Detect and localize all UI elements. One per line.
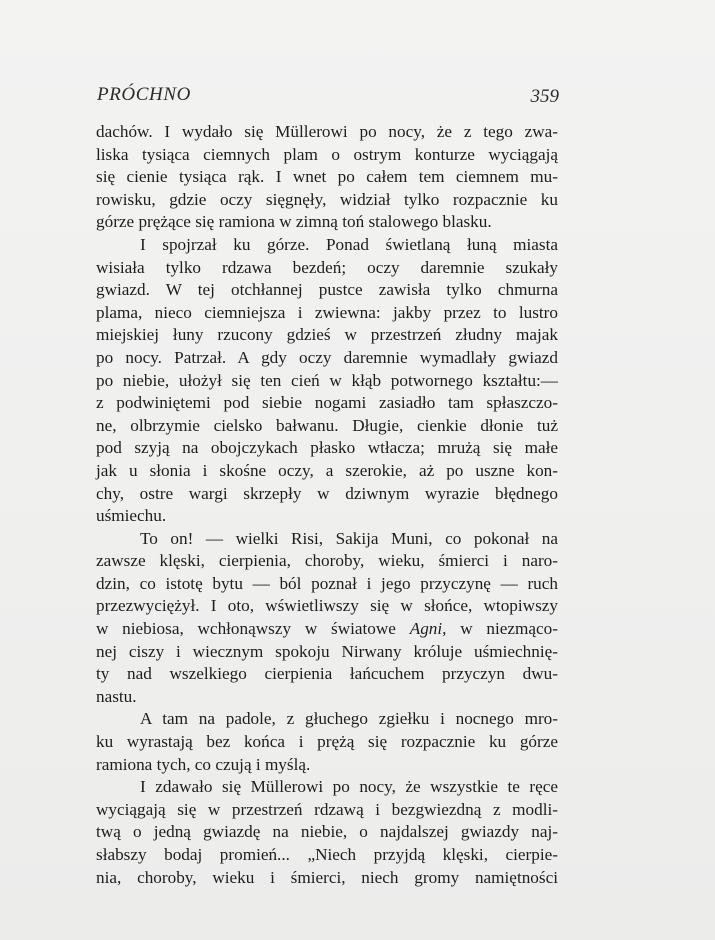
body-text xyxy=(96,121,558,889)
text-line: gwiazd. W tej otchłannej pustce zawisła tylko chmurna xyxy=(96,280,558,300)
paragraph xyxy=(96,234,558,528)
text-line: pod szyją na obojczykach płasko wtłacza; mrużą się małe xyxy=(96,438,558,458)
text-line: wyciągają się w przestrzeń rdzawą i bezgwiezdną z modli- xyxy=(96,799,558,819)
italic-term-agni: Agni, xyxy=(409,619,447,639)
text-line: się cienie tysiąca rąk. I wnet po całem tem ciemnem mu- xyxy=(96,167,558,187)
text-line-with-italic xyxy=(96,618,558,641)
paragraph xyxy=(96,528,558,709)
text-line: plama, nieco ciemniejsza i zwiewna: jakby przez to lustro xyxy=(96,302,558,322)
text-line: A tam na padole, z głuchego zgiełku i nocnego mro- xyxy=(140,709,558,729)
paragraph xyxy=(96,708,558,776)
text-line: I spojrzał ku górze. Ponad świetlaną łuną miasta xyxy=(140,234,558,254)
text-line: I zdawało się Müllerowi po nocy, że wszystkie te ręce xyxy=(140,777,558,797)
text-line: po niebie, ułożył się ten cień w kłąb potwornego kształtu:— xyxy=(96,370,558,390)
text-line: ramiona tych, co czują i myślą. xyxy=(96,754,311,774)
text-segment: w niebiosa, wchłonąwszy w światowe xyxy=(96,619,410,639)
page-number: 359 xyxy=(530,86,559,107)
text-line: dachów. I wydało się Müllerowi po nocy, że z tego zwa- xyxy=(96,122,558,141)
text-line: ku wyrastają bez końca i prężą się rozpacznie ku górze xyxy=(96,732,558,752)
text-line: dzin, co istotę bytu — ból poznał i jego przyczynę — ruch xyxy=(96,573,558,593)
text-line: To on! — wielki Risi, Sakija Muni, co pokonał na xyxy=(140,528,558,548)
text-line: liska tysiąca ciemnych plam o ostrym konturze wyciągają xyxy=(96,144,558,164)
running-head xyxy=(97,84,559,110)
text-line: uśmiechu. xyxy=(96,506,167,526)
text-line: jak u słonia i skośne oczy, a szerokie, aż po uszne kon- xyxy=(96,460,558,480)
text-line: nastu. xyxy=(96,686,137,706)
text-line: słabszy bodaj promień... „Niech przyjdą klęski, cierpie- xyxy=(96,845,558,864)
text-line: po nocy. Patrzał. A gdy oczy daremnie wymadlały gwiazd xyxy=(96,347,558,367)
paragraph xyxy=(96,776,558,889)
text-line: chy, ostre wargi skrzepły w dziwnym wyrazie błędnego xyxy=(96,483,558,503)
text-line: wisiała tylko rdzawa bezdeń; oczy daremnie szukały xyxy=(96,257,558,277)
text-line: górze prężące się ramiona w zimną toń stalowego blasku. xyxy=(96,212,492,232)
text-line: rowisku, gdzie oczy sięgnęły, widział tylko rozpacznie ku xyxy=(96,189,558,209)
running-title: PRÓCHNO xyxy=(97,84,191,105)
paragraph xyxy=(96,121,558,234)
text-line: zawsze klęski, cierpienia, choroby, wieku, śmierci i naro- xyxy=(96,551,558,571)
text-line: nia, choroby, wieku i śmierci, niech gromy namiętności xyxy=(96,867,558,887)
text-line: twą o jedną gwiazdę na niebie, o najdalszej gwiazdy naj- xyxy=(96,822,558,842)
text-line: miejskiej łuny rzucony gdzieś w przestrzeń złudny majak xyxy=(96,325,558,345)
text-line: ne, olbrzymie cielsko bałwanu. Długie, cienkie dłonie tuż xyxy=(96,415,558,435)
text-segment: w niezmąco- xyxy=(446,619,558,639)
text-line: przezwyciężył. I oto, wświetliwszy się w słońce, wtopiwszy xyxy=(96,596,558,616)
text-line: z podwiniętemi pod siebie nogami zasiadło tam spłaszczo- xyxy=(96,393,558,413)
text-line: nej ciszy i wiecznym spokoju Nirwany króluje uśmiechnię- xyxy=(96,641,558,661)
text-line: ty nad wszelkiego cierpienia łańcuchem przyczyn dwu- xyxy=(96,664,558,684)
